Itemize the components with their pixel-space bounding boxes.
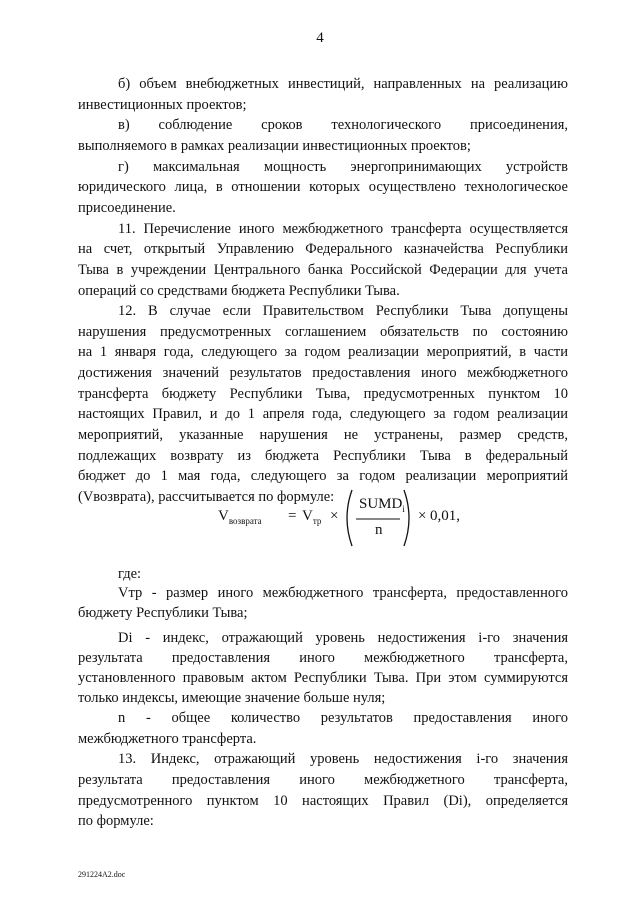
text-line: нарушения предусмотренных соглашением обязательств по состоянию — [78, 324, 568, 340]
text-line: предусмотренного пунктом 10 настоящих Правил (Di), определяется — [78, 793, 568, 809]
text-line: по формуле: — [78, 813, 154, 829]
formula-times-2: × — [418, 508, 427, 524]
formula-lhs: $V_{возврата}$ — [218, 508, 262, 526]
text-line: результата предоставления иного межбюджетного трансферта, — [78, 650, 568, 666]
text-line: бюджет до 1 мая года, следующего за годом реализации мероприятий — [78, 468, 568, 484]
text-line: операций со средствами бюджета Республики Тыва. — [78, 283, 400, 299]
formula-factor: 0,01, — [430, 508, 460, 524]
text-line: только индексы, имеющие значение больше нуля; — [78, 690, 386, 706]
text-line: г) максимальная мощность энергопринимающих устройств — [118, 159, 568, 175]
formula-denominator: n — [375, 522, 383, 538]
text-line: юридического лица, в отношении которых осуществлено технологическое — [78, 179, 568, 195]
text-line: на счет, открытый Управлению Федерального казначейства Республики — [78, 241, 568, 257]
text-line: результата предоставления иного межбюджетного трансферта, — [78, 772, 568, 788]
text-line: 12. В случае если Правительством Республики Тыва допущены — [118, 303, 568, 319]
text-line: 11. Перечисление иного межбюджетного трансферта осуществляется — [118, 221, 568, 237]
text-line: б) объем внебюджетных инвестиций, направленных на реализацию — [118, 76, 568, 92]
text-line: где: — [118, 566, 142, 582]
text-line: Di - индекс, отражающий уровень недостижения i-го значения — [118, 630, 568, 646]
document-footer: 291224A2.doc — [78, 870, 126, 879]
formula-numerator: $SUMD_i$ — [359, 496, 405, 514]
text-line: выполняемого в рамках реализации инвестиционных проектов; — [78, 138, 471, 154]
text-line: (Vвозврата), рассчитывается по формуле: — [78, 489, 335, 505]
text-line: Vтр - размер иного межбюджетного трансферта, предоставленного — [118, 585, 568, 601]
text-line: достижения значений результатов предоставления иного межбюджетного — [78, 365, 568, 381]
text-line: мероприятий, указанные нарушения не устранены, размер средств, — [78, 427, 568, 443]
formula-v-tr: $V_{тр}$ — [302, 508, 322, 526]
page-number: 4 — [316, 30, 324, 46]
formula — [218, 486, 458, 550]
text-line: Тыва в учреждении Центрального банка Российской Федерации для учета — [78, 262, 568, 278]
formula-times-1: × — [330, 508, 339, 524]
text-line: трансферта бюджету Республики Тыва, предусмотренных пунктом 10 — [78, 386, 568, 402]
text-line: на 1 января года, следующего за годом реализации мероприятий, в части — [78, 344, 568, 360]
text-line: межбюджетного трансферта. — [78, 731, 257, 747]
text-line: настоящих Правил, и до 1 апреля года, следующего за годом реализации — [78, 406, 568, 422]
text-line: n - общее количество результатов предоставления иного — [118, 710, 568, 726]
text-line: установленного правовым актом Республики Тыва. При этом суммируются — [78, 670, 568, 686]
text-line: инвестиционных проектов; — [78, 97, 247, 113]
text-line: бюджету Республики Тыва; — [78, 605, 248, 621]
text-line: 13. Индекс, отражающий уровень недостижения i-го значения — [118, 751, 568, 767]
formula-equals: = — [288, 508, 297, 524]
text-line: подлежащих возврату из бюджета Республики Тыва в федеральный — [78, 448, 568, 464]
text-line: присоединение. — [78, 200, 176, 216]
text-line: в) соблюдение сроков технологического присоединения, — [118, 117, 568, 133]
